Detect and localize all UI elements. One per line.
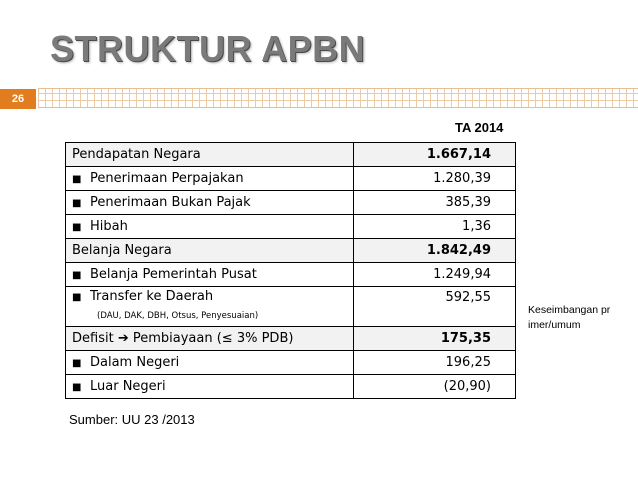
- table-row: [66, 239, 516, 263]
- row-label: Defisit: [72, 331, 114, 346]
- side-note: Keseimbangan primer/umum: [528, 304, 611, 331]
- table-row: [66, 191, 516, 215]
- square-bullet-icon: ■: [72, 197, 82, 209]
- table-row: [66, 375, 516, 399]
- right-arrow-icon: ➔: [117, 331, 129, 346]
- header-rule: [38, 88, 638, 108]
- row-value: (20,90): [353, 375, 515, 399]
- table-row: [66, 263, 516, 287]
- row-label: Hibah: [90, 218, 128, 234]
- square-bullet-icon: ■: [72, 357, 82, 369]
- slide-number: 26: [0, 89, 36, 109]
- row-label: Dalam Negeri: [90, 354, 180, 370]
- row-value: 385,39: [353, 191, 515, 215]
- table-row: [66, 287, 516, 327]
- row-label: Penerimaan Perpajakan: [90, 170, 244, 186]
- square-bullet-icon: ■: [72, 221, 82, 233]
- row-label: Transfer ke Daerah: [90, 289, 214, 304]
- row-label: Belanja Negara: [66, 239, 354, 263]
- row-label: Belanja Pemerintah Pusat: [90, 266, 257, 282]
- table-row: [66, 351, 516, 375]
- row-value: 175,35: [353, 327, 515, 351]
- row-value: 1.280,39: [353, 167, 515, 191]
- row-sublabel: (DAU, DAK, DBH, Otsus, Penyesuaian): [97, 311, 259, 321]
- row-value: 1.667,14: [353, 143, 515, 167]
- square-bullet-icon: ■: [72, 173, 82, 185]
- row-label: Pembiayaan (≤ 3% PDB): [132, 331, 294, 346]
- table-row: [66, 215, 516, 239]
- row-label: Luar Negeri: [90, 378, 166, 394]
- row-value: 1.249,94: [353, 263, 515, 287]
- square-bullet-icon: ■: [72, 381, 82, 393]
- table-row: [66, 327, 516, 351]
- square-bullet-icon: ■: [72, 269, 82, 281]
- square-bullet-icon: ■: [72, 292, 82, 303]
- table-row: [66, 167, 516, 191]
- row-label: Pendapatan Negara: [66, 143, 354, 167]
- source-note: Sumber: UU 23 /2013: [69, 412, 195, 427]
- slide-title: STRUKTUR APBN: [50, 28, 366, 69]
- apbn-table: [65, 142, 516, 399]
- row-value: 196,25: [353, 351, 515, 375]
- row-label: Penerimaan Bukan Pajak: [90, 194, 251, 210]
- table-row: [66, 143, 516, 167]
- row-value: 592,55: [353, 287, 515, 327]
- column-header: TA 2014: [455, 120, 504, 135]
- row-value: 1,36: [353, 215, 515, 239]
- row-value: 1.842,49: [353, 239, 515, 263]
